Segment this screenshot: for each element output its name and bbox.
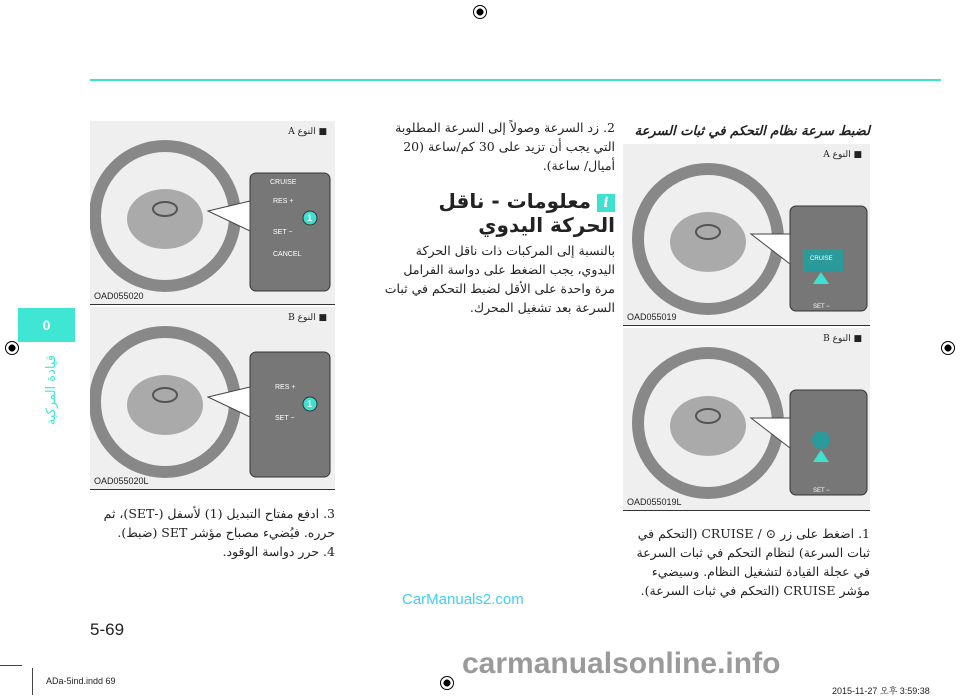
figure-code: OAD055020 <box>94 291 144 301</box>
left-steps <box>95 504 335 561</box>
figure-label: ■ النوع A <box>288 127 327 137</box>
step-3: 3. ادفع مفتاح التبديل (1) لأسفل (-SET)، ثم حرره. فيُضيء مصباح مؤشر SET (ضبط). <box>103 506 335 540</box>
info-body: بالنسبة إلى المركبات ذات ناقل الحركة اليدوي، يجب الضغط على دواسة الفرامل مرة واحدة على الأقل لضبط التحكم في ثبات السرعة بعد تشغيل المحرك. <box>384 243 615 315</box>
steering-wheel-illustration <box>623 144 870 326</box>
figure-label: ■ النوع B <box>823 334 862 344</box>
figure-code: OAD055019 <box>627 312 677 322</box>
footer-file: ADa-5ind.indd 69 <box>46 676 116 686</box>
figure-type-a-right <box>623 144 870 326</box>
figure-code: OAD055020L <box>94 476 149 486</box>
figure-label: ■ النوع A <box>823 150 862 160</box>
chapter-title: قيادة المركبة <box>44 355 59 426</box>
figure-type-b-right <box>623 328 870 511</box>
watermark-2: carmanualsonline.info <box>462 647 781 680</box>
res-label: RES + <box>273 198 294 205</box>
crop-mark <box>32 668 33 695</box>
set-label: SET − <box>813 488 830 494</box>
crop-mark <box>0 665 22 666</box>
step-4: 4. حرر دواسة الوقود. <box>222 544 335 559</box>
figure-type-b-left <box>90 307 335 490</box>
registration-mark-icon <box>941 341 955 355</box>
step-2: 2. زد السرعة وصولاً إلى السرعة المطلوبة التي يجب أن تزيد على 30 كم/ساعة (20 أميال/ ساعة). <box>395 120 615 173</box>
registration-mark-icon <box>440 676 454 690</box>
watermark: CarManuals2.com <box>402 591 524 608</box>
figure-label: ■ النوع B <box>288 313 327 323</box>
info-icon: i <box>597 194 615 212</box>
info-title: معلومات - ناقل الحركة اليدوي <box>438 189 615 237</box>
page-number: 5-69 <box>90 620 125 639</box>
section-heading: لضبط سرعة نظام التحكم في ثبات السرعة <box>634 124 870 139</box>
set-label: SET − <box>273 229 293 236</box>
set-label: SET − <box>813 304 830 310</box>
callout-number: 1 <box>307 399 313 409</box>
step-1: 1. اضغط على زر ⊙ / CRUISE (التحكم في ثبات السرعة) لنظام التحكم في ثبات السرعة في عجلة القيادة لتشغيل النظام. وسيضيء مؤشر CRUISE (التحكم في ثبات السرعة). <box>636 526 870 598</box>
header-rule <box>90 79 941 81</box>
footer-date: 2015-11-27 오후 3:59:38 <box>832 686 930 696</box>
cruise-label: CRUISE <box>270 179 297 186</box>
middle-column <box>380 118 615 317</box>
registration-mark-icon <box>473 5 487 19</box>
steering-wheel-illustration <box>623 328 870 511</box>
set-label: SET − <box>275 415 295 422</box>
callout-number: 1 <box>307 213 313 223</box>
figure-code: OAD055019L <box>627 497 682 507</box>
res-label: RES + <box>275 384 296 391</box>
steering-wheel-illustration <box>90 121 335 305</box>
chapter-tab[interactable]: 0 <box>18 308 75 342</box>
cruise-button-label: CRUISE <box>810 256 833 262</box>
registration-mark-icon <box>5 341 19 355</box>
steering-wheel-illustration <box>90 307 335 490</box>
cancel-label: CANCEL <box>273 251 302 258</box>
info-heading <box>380 189 615 237</box>
figure-type-a-left <box>90 121 335 305</box>
